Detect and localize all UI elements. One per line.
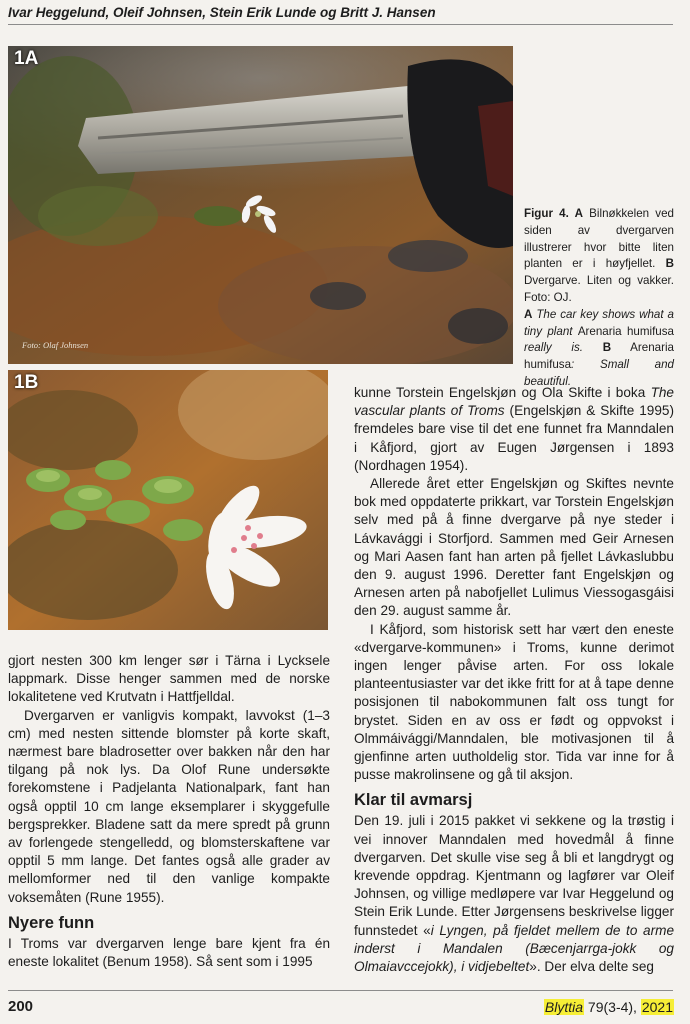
figure-caption (524, 206, 674, 391)
text-run: I Kåfjord, som historisk sett har vært den eneste «dvergarve-kommunen» i Troms, kunne derimot ingen lenger påvise arten. For oss lokale planteentusiaster var det ikke fritt for at å tape denne posisjonen til nabokommunen falt oss tungt for brystet. Siden en av oss er født og oppvokst i Olmmáivággi/Manndalen, ble motivasjonen til å gjenfinne arten uutholdelig stor. Tida var inne for å pusse makrolinsene og gå til aksjon. (354, 621, 674, 783)
text-run: ». Der elva delte seg (529, 959, 654, 975)
text-run: Dvergarven er vanligvis kompakt, lavvokst (1–3 cm) med nesten sittende blomster på korte skaft, nærmest bare bladrosetter over bakken når den har tilgang på nok lys. Da Olof Rune undersøkte forekomstene i Padjelanta Nationalpark, fant han også opptil 10 cm lange eksemplarer i skyggefulle bergsprekker. Bladene satt da mere spredt på grunn av forlengede stengelledd, og blomsterskaftene var opptil 5 mm lange. Det fantes også alle grader av mellomformer ned til den vanlige kompakte voksemåten (Rune 1955). (8, 707, 330, 905)
photo-1b (8, 370, 328, 630)
caption-norwegian (524, 206, 674, 307)
paragraph (8, 707, 330, 907)
photo-1a-label: 1A (14, 48, 39, 69)
text-run: Arenaria humifusa (577, 324, 674, 338)
text-run: : Small and beautiful. (524, 358, 674, 388)
page-number: 200 (8, 998, 34, 1015)
left-column (8, 652, 330, 971)
footer-rule (8, 990, 673, 991)
text-run: Arenaria humifusa (524, 341, 675, 372)
text-run: The car key shows what a tiny plant (524, 307, 674, 338)
text-run: Bilnøkkelen ved siden av dvergarven illustrerer hvor bitte liten planten er i høyfjellet. (524, 207, 674, 271)
journal-volume: 79(3-4), (584, 999, 641, 1015)
journal-name: Blyttia (544, 999, 584, 1015)
journal-year: 2021 (641, 999, 673, 1015)
header-rule (8, 24, 673, 25)
photo-1a (8, 46, 513, 364)
text-run: Dvergarve. Liten og vakker. Foto: OJ. (524, 274, 674, 304)
photo-1a-credit: Foto: Olaf Johnsen (22, 340, 89, 350)
paragraph (354, 621, 674, 785)
section-heading: Nyere funn (8, 913, 95, 932)
text-run: A (574, 207, 583, 220)
text-run: The vascular plants of Troms (354, 385, 674, 419)
paragraph (8, 652, 330, 707)
text-run: (Engelskjøn & Skifte 1995) fremdeles bare vise til det ene funnet fra Manndalen i Kåfjord, gjort av Eugen Jørgensen i 1893 (Nordhagen 1954). (354, 403, 675, 473)
right-column (354, 384, 674, 976)
text-run: I Troms var dvergarven lenge bare kjent fra én eneste lokalitet (Benum 1958). Så sent som i 1995 (8, 935, 330, 970)
text-run: gjort nesten 300 km lenger sør i Tärna i Lycksele lappmark. Disse henger sammen med de norske lokalitetene ved Krutvatn i Hattfjelldal. (8, 653, 330, 705)
text-run: really is. (524, 341, 603, 355)
text-run: Figur 4. (524, 207, 575, 220)
paragraph (8, 935, 330, 971)
photo-1a-image (8, 46, 513, 364)
journal-citation (544, 998, 674, 1016)
text-run: B (602, 341, 612, 355)
text-run: A (524, 307, 533, 321)
caption-english (524, 307, 674, 391)
photo-1b-label: 1B (14, 372, 39, 393)
text-run: Allerede året etter Engelskjøn og Skiftes nevnte bok med oppdaterte prikkart, var Torstein Engelskjøn selv med på å finne dvergarve på nye steder i Lávkavággi i Storfjord. Sammen med Geir Arnesen og Mari Aasen fant han arten på fjellet Lávkaslubbu den 9. august 1996. Deretter fant Engelskjøn og Arnesen arten på nabofjellet Lulimus Viessogasgáisi den 29. august samme år. (354, 476, 674, 619)
paragraph (354, 384, 674, 475)
text-run: B (665, 257, 674, 271)
running-header-authors: Ivar Heggelund, Oleif Johnsen, Stein Erik Lunde og Britt J. Hansen (8, 5, 436, 20)
paragraph (354, 475, 674, 621)
text-run: i Lyngen, på fjeldet mellem de to arme inderst i Mandalen (Bæcenjarrga-jokk og Olmaiavccejokk), i vidjebeltet (354, 922, 675, 975)
section-heading: Klar til avmarsj (354, 791, 473, 810)
text-run: kunne Torstein Engelskjøn og Ola Skifte i boka (354, 385, 651, 400)
photo-1b-image (8, 370, 328, 630)
paragraph (354, 812, 674, 976)
text-run: Den 19. juli i 2015 pakket vi sekkene og la trøstig i vei innover Manndalen med hovedmål å finne dvergarven. Det skulle vise seg å bli et langdrygt og krevende oppdrag. Kjentmann og lagfører var Oleif Johnsen, og villige medløpere var Ivar Heggelund og Stein Erik Lunde. Etter Jørgensens beskrivelse ligger funnstedet « (354, 813, 674, 938)
